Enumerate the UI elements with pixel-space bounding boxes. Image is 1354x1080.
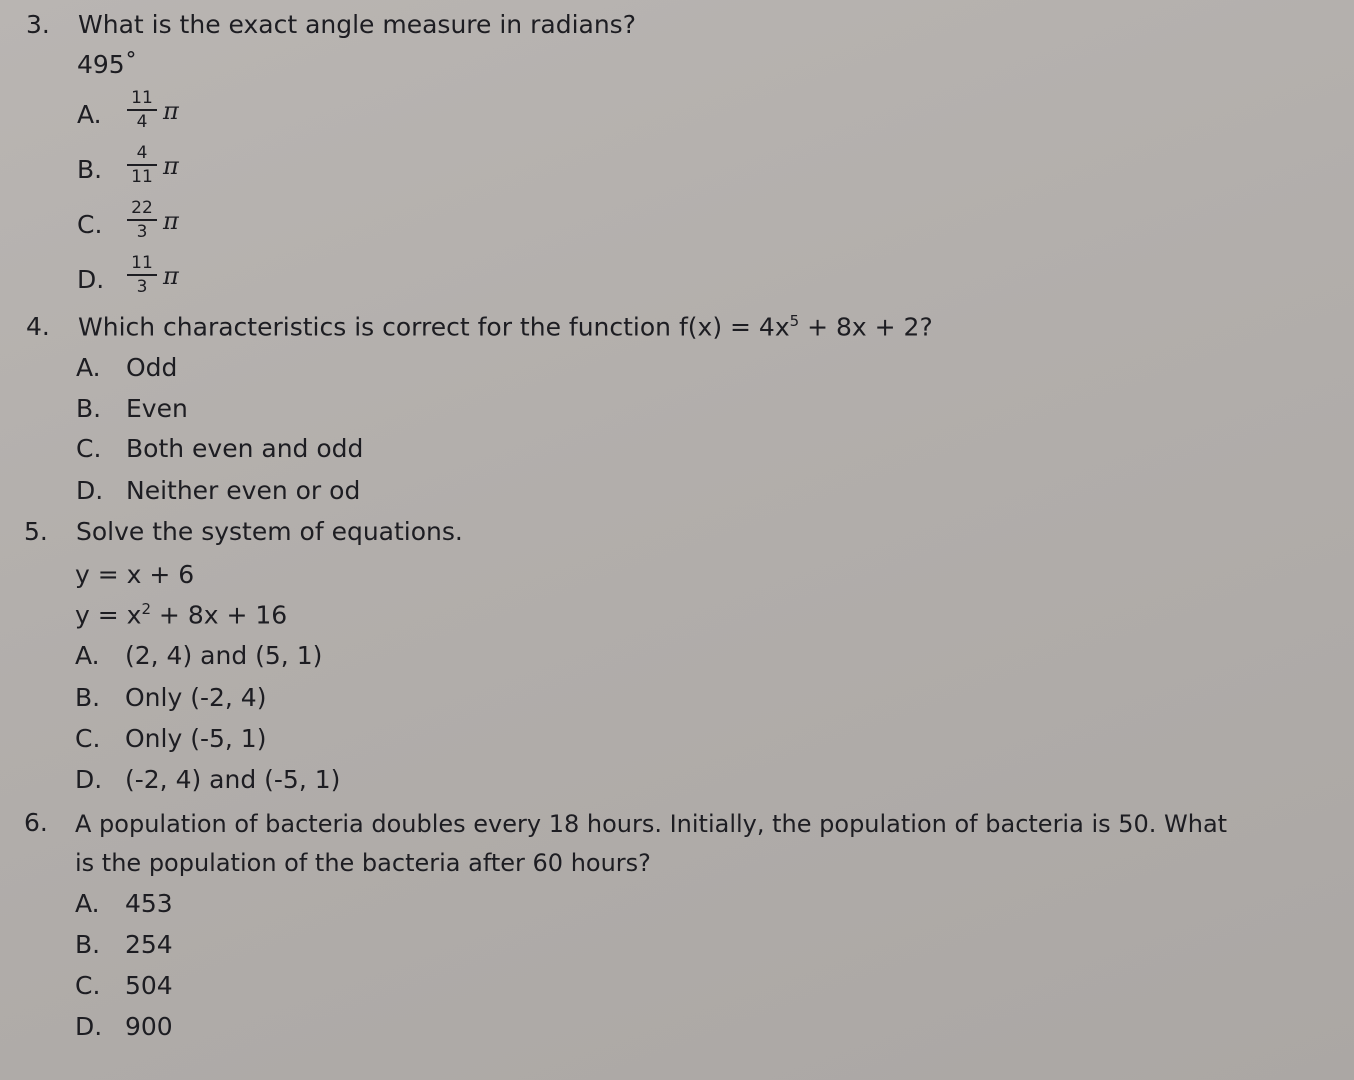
question-text: What is the exact angle measure in radians? [78,10,636,39]
option-letter: A. [76,353,101,382]
option-a[interactable] [75,641,322,670]
option-a[interactable] [75,889,173,918]
equation-2-end: + 8x + 16 [150,600,288,630]
option-c[interactable] [75,971,173,1000]
option-letter: D. [75,1012,103,1041]
question-number: 4. [26,312,50,341]
option-letter: B. [75,930,101,959]
equation-2-start: y = x [75,600,142,630]
given-angle: 495˚ [77,50,138,79]
option-text: Only (-2, 4) [125,683,267,712]
option-c[interactable] [76,434,363,463]
question-number: 3. [26,10,50,39]
question-text-start: Which characteristics is correct for the function f(x) = 4x [78,312,790,342]
denominator: 11 [131,167,153,187]
option-text: 254 [125,930,173,959]
exponent: 5 [789,312,800,330]
option-letter: A. [75,641,100,670]
option-letter: B. [77,155,103,184]
fraction [127,253,157,297]
option-text: Neither even or od [126,476,361,505]
option-letter: D. [76,476,104,505]
option-b[interactable] [75,930,173,959]
question-text [78,312,933,341]
option-text: Only (-5, 1) [125,724,267,753]
question-text-end: + 8x + 2? [799,312,933,342]
question-text-line-2: is the population of the bacteria after 60 hours? [75,849,651,877]
option-letter: B. [75,683,101,712]
option-text: (2, 4) and (5, 1) [125,641,323,670]
option-d[interactable] [76,476,360,505]
pi-symbol: π [163,262,179,290]
option-text: 504 [125,971,173,1000]
pi-symbol: π [163,97,179,125]
option-text: Odd [126,353,178,382]
question-text-line-1: A population of bacteria doubles every 18 hours. Initially, the population of bacteria is 50. What [75,810,1228,838]
option-text: Both even and odd [126,434,364,463]
option-a[interactable] [76,353,177,382]
question-text: Solve the system of equations. [76,517,463,546]
equation-1: y = x + 6 [75,560,195,589]
numerator: 11 [127,253,157,276]
option-d[interactable] [75,1012,173,1041]
numerator: 11 [127,88,157,111]
option-letter: C. [76,434,102,463]
equation-2 [75,600,287,629]
option-letter: C. [75,971,101,1000]
option-text: 900 [125,1012,173,1041]
denominator: 4 [136,112,148,132]
numerator: 22 [127,198,157,221]
fraction [127,88,157,132]
exponent: 2 [141,600,151,618]
option-letter: A. [75,889,100,918]
option-letter: B. [76,394,102,423]
fraction [127,198,157,242]
option-letter: C. [77,210,103,239]
option-letter: C. [75,724,101,753]
option-b[interactable] [75,683,266,712]
fraction [127,143,157,187]
pi-symbol: π [163,152,179,180]
denominator: 3 [136,222,148,242]
option-text: (-2, 4) and (-5, 1) [125,765,341,794]
question-number: 5. [24,517,48,546]
option-text: Even [126,394,188,423]
option-letter: D. [77,265,105,294]
pi-symbol: π [163,207,179,235]
option-d[interactable] [75,765,340,794]
numerator: 4 [127,143,157,166]
option-b[interactable] [76,394,188,423]
option-letter: D. [75,765,103,794]
option-letter: A. [77,100,102,129]
question-number: 6. [24,808,48,837]
option-text: 453 [125,889,173,918]
option-c[interactable] [75,724,266,753]
denominator: 3 [136,277,148,297]
